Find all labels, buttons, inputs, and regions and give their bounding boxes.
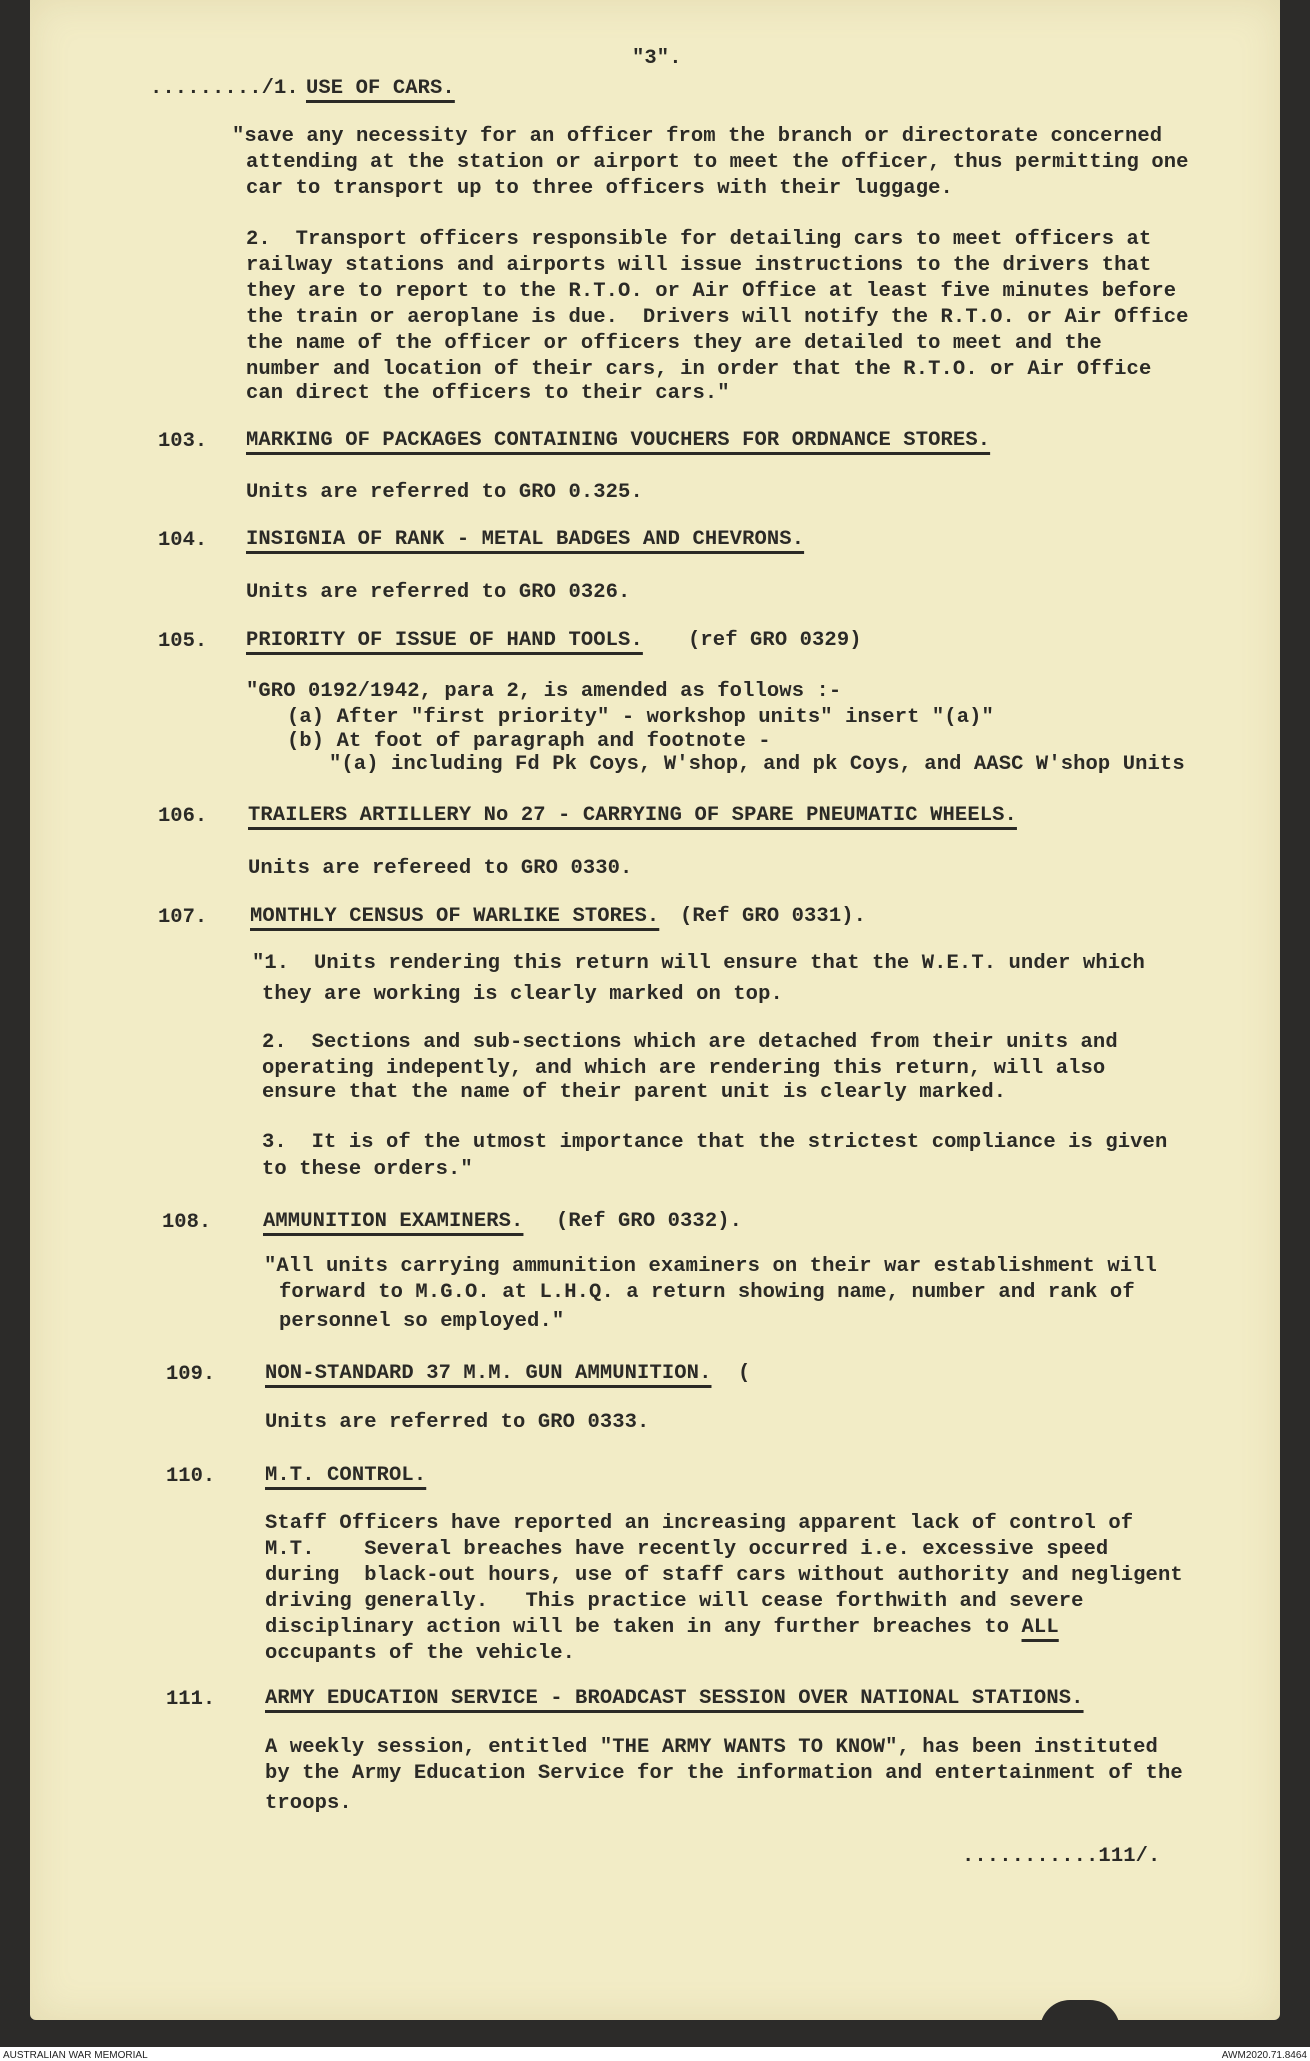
text-line: "GRO 0192/1942, para 2, is amended as follows :- [246, 680, 842, 703]
text-line: can direct the officers to their cars." [246, 382, 730, 405]
section-heading: AMMUNITION EXAMINERS. [263, 1210, 524, 1233]
text-line: personnel so employed." [279, 1310, 565, 1333]
text-line: during black-out hours, use of staff cars without authority and negligent [265, 1564, 1183, 1587]
section-reference: ( [738, 1362, 751, 1385]
text-line: 2. Transport officers responsible for detailing cars to meet officers at [246, 228, 1152, 251]
text-line: Staff Officers have reported an increasing apparent lack of control of [265, 1512, 1134, 1535]
section-number: 104. [158, 529, 208, 552]
text-line: they are to report to the R.T.O. or Air Office at least five minutes before [246, 280, 1177, 303]
text-line: "(a) including Fd Pk Coys, W'shop, and pk Coys, and AASC W'shop Units [329, 753, 1185, 776]
section-heading: MONTHLY CENSUS OF WARLIKE STORES. [250, 905, 660, 928]
text-line: car to transport up to three officers with their luggage. [246, 177, 953, 200]
section-number: 109. [166, 1363, 216, 1386]
section-number: 103. [158, 430, 208, 453]
emphasis-all: ALL [1021, 1616, 1059, 1639]
section-reference: (ref GRO 0329) [688, 629, 862, 652]
next-page-marker: ...........111/. [962, 1845, 1161, 1868]
text-line: troops. [265, 1792, 352, 1815]
footer-accession-number: AWM2020.71.8464 [1221, 2050, 1307, 2061]
section-number: 110. [166, 1465, 216, 1488]
text-line: 2. Sections and sub-sections which are detached from their units and [262, 1031, 1118, 1054]
text-line: by the Army Education Service for the information and entertainment of the [265, 1762, 1183, 1785]
section-number: 108. [162, 1211, 212, 1234]
text-line: ensure that the name of their parent unit is clearly marked. [262, 1081, 1007, 1104]
text-line: "save any necessity for an officer from the branch or directorate concerned [232, 125, 1163, 148]
text-line: Units are refereed to GRO 0330. [248, 857, 633, 880]
text-line: operating indepently, and which are rendering this return, will also [262, 1057, 1106, 1080]
text-line: the train or aeroplane is due. Drivers will notify the R.T.O. or Air Office [246, 306, 1189, 329]
text-line: they are working is clearly marked on top. [262, 983, 783, 1006]
text-line: A weekly session, entitled "THE ARMY WANTS TO KNOW", has been instituted [265, 1736, 1158, 1759]
section-heading: TRAILERS ARTILLERY No 27 - CARRYING OF SPARE PNEUMATIC WHEELS. [248, 804, 1017, 827]
text-line: forward to M.G.O. at L.H.Q. a return showing name, number and rank of [279, 1281, 1135, 1304]
section-number: 107. [158, 906, 208, 929]
text-line: railway stations and airports will issue instructions to the drivers that [246, 254, 1152, 277]
page-number: "3". [632, 47, 682, 70]
section-number: 106. [158, 805, 208, 828]
heading-use-of-cars: USE OF CARS. [306, 77, 455, 100]
text-line: number and location of their cars, in order that the R.T.O. or Air Office [246, 358, 1152, 381]
text-line: (a) After "first priority" - workshop units" insert "(a)" [287, 706, 994, 729]
text-line: occupants of the vehicle. [265, 1642, 576, 1665]
text-line: M.T. Several breaches have recently occurred i.e. excessive speed [265, 1538, 1109, 1561]
section-heading: NON-STANDARD 37 M.M. GUN AMMUNITION. [265, 1362, 712, 1385]
text-line: Units are referred to GRO 0333. [265, 1411, 650, 1434]
text-line: driving generally. This practice will cease forthwith and severe [265, 1590, 1084, 1613]
text-line [265, 1616, 1059, 1640]
section-reference: (Ref GRO 0332). [556, 1210, 743, 1233]
text-line: 3. It is of the utmost importance that the strictest compliance is given [262, 1131, 1168, 1154]
text-line: attending at the station or airport to meet the officer, thus permitting one [246, 151, 1189, 174]
continuation-marker: ........./1. [150, 77, 299, 100]
text-line: "1. Units rendering this return will ensure that the W.E.T. under which [252, 952, 1145, 975]
footer-institution: AUSTRALIAN WAR MEMORIAL [3, 2050, 148, 2061]
text-line: (b) At foot of paragraph and footnote - [287, 730, 771, 753]
section-heading: INSIGNIA OF RANK - METAL BADGES AND CHEVRONS. [246, 528, 805, 551]
section-heading: PRIORITY OF ISSUE OF HAND TOOLS. [246, 629, 643, 652]
text-fragment: disciplinary action will be taken in any further breaches to [265, 1616, 1022, 1639]
section-reference: (Ref GRO 0331). [680, 905, 867, 928]
text-line: Units are referred to GRO 0326. [246, 581, 631, 604]
section-heading: M.T. CONTROL. [265, 1464, 427, 1487]
text-line: Units are referred to GRO 0.325. [246, 481, 643, 504]
section-heading: ARMY EDUCATION SERVICE - BROADCAST SESSION OVER NATIONAL STATIONS. [265, 1687, 1084, 1710]
section-heading: MARKING OF PACKAGES CONTAINING VOUCHERS FOR ORDNANCE STORES. [246, 429, 991, 452]
text-line: the name of the officer or officers they are detailed to meet and the [246, 332, 1102, 355]
section-number: 105. [158, 630, 208, 653]
text-line: to these orders." [262, 1158, 473, 1181]
text-line: "All units carrying ammunition examiners on their war establishment will [264, 1255, 1157, 1278]
section-number: 111. [166, 1688, 216, 1711]
